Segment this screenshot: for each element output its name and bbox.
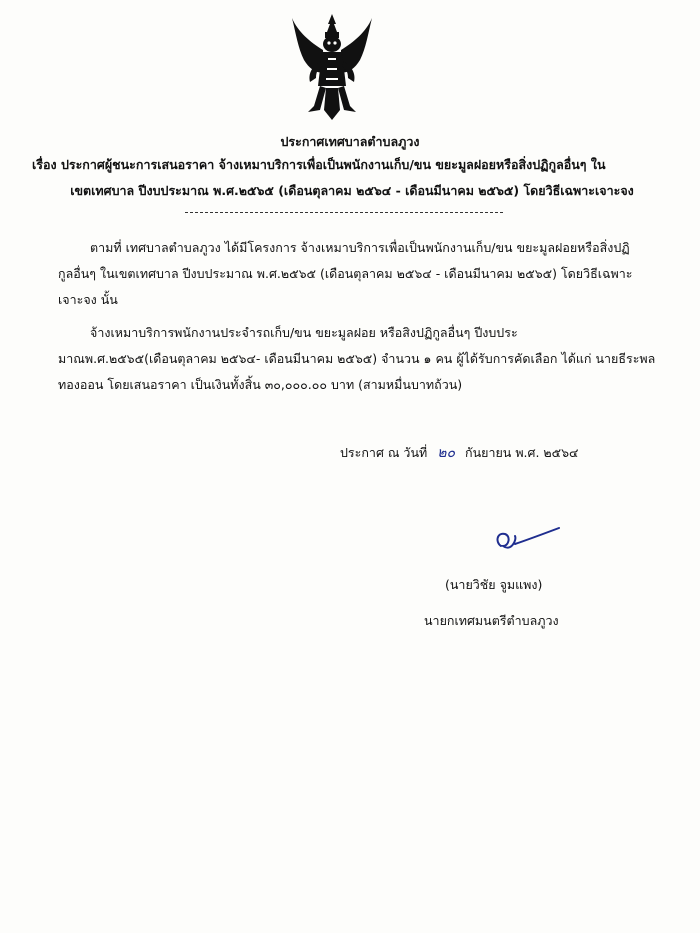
paragraph-1-line-2: กูลอื่นๆ ในเขตเทศบาล ปีงบประมาณ พ.ศ.๒๕๖๕ (เดือนตุลาคม ๒๕๖๔ - เดือนมีนาคม ๒๕๖๕) โดยวิธีเฉพาะ xyxy=(58,266,633,281)
page-title: ประกาศเทศบาลตำบลภูวง xyxy=(280,134,420,149)
garuda-emblem-icon xyxy=(290,12,374,124)
announce-date xyxy=(340,440,579,466)
paragraph-2-line-1: จ้างเหมาบริการพนักงานประจำรถเก็บ/ขน ขยะมูลฝอย หรือสิงปฏิกูลอื่นๆ ปีงบประ xyxy=(90,325,518,340)
paragraph-2-line-3: ทองออน โดยเสนอราคา เป็นเงินทั้งสิ้น ๓๐,๐๐๐.๐๐ บาท (สามหมื่นบาทถ้วน) xyxy=(58,377,463,392)
paragraph-1-line-1: ตามที่ เทศบาลตำบลภูวง ได้มีโครงการ จ้างเหมาบริการเพื่อเป็นพนักงานเก็บ/ขน ขยะมูลฝอยหรือสิ่งปฏิ xyxy=(90,240,630,255)
dashed-divider xyxy=(185,212,503,213)
subject-line-2: เขตเทศบาล ปีงบประมาณ พ.ศ.๒๕๖๕ (เดือนตุลาคม ๒๕๖๔ - เดือนมีนาคม ๒๕๖๕) โดยวิธีเฉพาะเจาะจง xyxy=(70,183,634,198)
signer-position: นายกเทศมนตรีตำบลภูวง xyxy=(424,613,559,628)
signer-name: (นายวิชัย จูมแพง) xyxy=(445,577,543,592)
subject-line-1: เรื่อง ประกาศผู้ชนะการเสนอราคา จ้างเหมาบริการเพื่อเป็นพนักงานเก็บ/ขน ขยะมูลฝอยหรือสิ่งปฏิกูลอื่นๆ ใน xyxy=(32,157,606,172)
announce-suffix: กันยายน พ.ศ. ๒๕๖๔ xyxy=(465,445,579,460)
announce-prefix: ประกาศ ณ วันที่ xyxy=(340,445,428,460)
signature-icon xyxy=(487,526,567,556)
paragraph-2-line-2: มาณพ.ศ.๒๕๖๕(เดือนตุลาคม ๒๕๖๔- เดือนมีนาคม ๒๕๖๕) จำนวน ๑ คน ผู้ได้รับการคัดเลือก ได้แก่ นายธีระพล xyxy=(58,351,656,366)
announce-day-handwritten: ๒๐ xyxy=(437,445,456,461)
paragraph-1-line-3: เจาะจง นั้น xyxy=(58,292,118,307)
subject-heading xyxy=(32,152,672,204)
